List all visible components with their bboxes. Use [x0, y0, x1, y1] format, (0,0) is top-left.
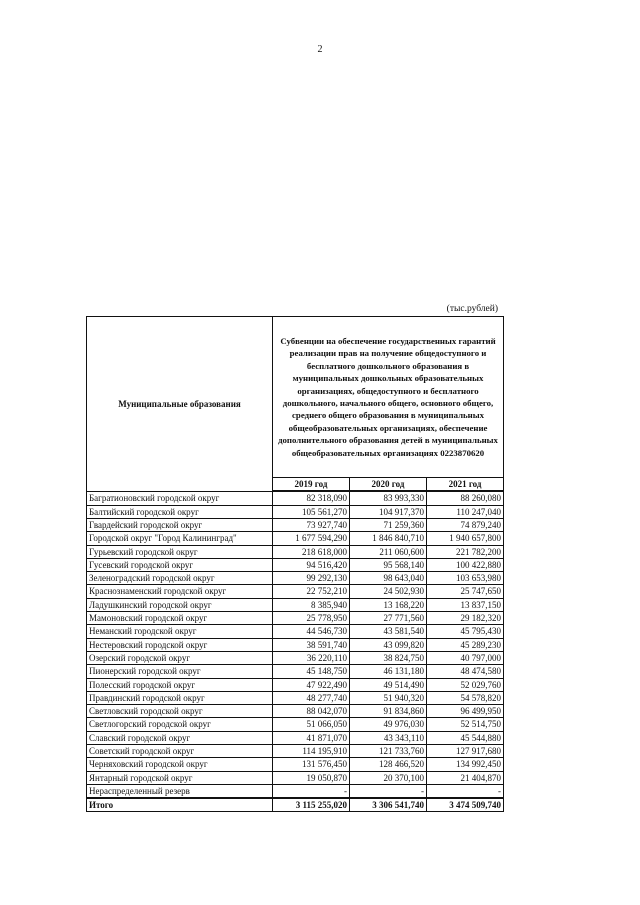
value-cell: 51 940,320: [350, 691, 427, 704]
value-cell: 1 846 840,710: [350, 532, 427, 545]
value-cell: 45 795,430: [427, 625, 504, 638]
value-cell: 45 544,880: [427, 731, 504, 744]
value-cell: 45 289,230: [427, 638, 504, 651]
value-cell: 3 115 255,020: [273, 798, 350, 812]
value-cell: 20 370,100: [350, 771, 427, 784]
value-cell: 211 060,600: [350, 545, 427, 558]
municipality-name: Черняховский городской округ: [87, 758, 273, 771]
municipality-name: Озерский городской округ: [87, 651, 273, 664]
municipality-name: Гурьевский городской округ: [87, 545, 273, 558]
value-cell: 104 917,370: [350, 505, 427, 518]
value-cell: 43 099,820: [350, 638, 427, 651]
value-cell: 41 871,070: [273, 731, 350, 744]
value-cell: -: [427, 784, 504, 798]
value-cell: 13 837,150: [427, 598, 504, 611]
municipality-name: Итого: [87, 798, 273, 812]
value-cell: 29 182,320: [427, 612, 504, 625]
table-row: [87, 532, 504, 545]
value-cell: 19 050,870: [273, 771, 350, 784]
value-cell: 46 131,180: [350, 665, 427, 678]
municipality-name: Неманский городской округ: [87, 625, 273, 638]
municipality-name: Багратионовский городской округ: [87, 491, 273, 505]
table-row: [87, 558, 504, 571]
total-row: [87, 798, 504, 812]
value-cell: 71 259,360: [350, 518, 427, 531]
value-cell: 49 976,030: [350, 718, 427, 731]
value-cell: 49 514,490: [350, 678, 427, 691]
municipality-name: Ладушкинский городской округ: [87, 598, 273, 611]
municipality-name: Советский городской округ: [87, 745, 273, 758]
value-cell: 44 546,730: [273, 625, 350, 638]
value-cell: 43 581,540: [350, 625, 427, 638]
table-row: [87, 665, 504, 678]
column-header-municipalities: Муниципальные образования: [87, 317, 273, 492]
table-row: [87, 784, 504, 798]
municipality-name: Правдинский городской округ: [87, 691, 273, 704]
value-cell: 1 940 657,800: [427, 532, 504, 545]
value-cell: 131 576,450: [273, 758, 350, 771]
value-cell: 24 502,930: [350, 585, 427, 598]
municipality-name: Славский городской округ: [87, 731, 273, 744]
value-cell: 94 516,420: [273, 558, 350, 571]
table-row: [87, 612, 504, 625]
value-cell: 21 404,870: [427, 771, 504, 784]
value-cell: 95 568,140: [350, 558, 427, 571]
value-cell: 91 834,860: [350, 705, 427, 718]
value-cell: 38 824,750: [350, 651, 427, 664]
value-cell: 27 771,560: [350, 612, 427, 625]
value-cell: 99 292,130: [273, 572, 350, 585]
value-cell: 51 066,050: [273, 718, 350, 731]
municipality-name: Мамоновский городской округ: [87, 612, 273, 625]
value-cell: 22 752,210: [273, 585, 350, 598]
table-row: [87, 678, 504, 691]
value-cell: 103 653,980: [427, 572, 504, 585]
value-cell: 83 993,330: [350, 491, 427, 505]
year-header-2020: 2020 год: [350, 478, 427, 492]
municipality-name: Светлогорский городской округ: [87, 718, 273, 731]
year-header-2021: 2021 год: [427, 478, 504, 492]
value-cell: 98 643,040: [350, 572, 427, 585]
municipality-name: Светловский городской округ: [87, 705, 273, 718]
table-row: [87, 638, 504, 651]
municipality-name: Зеленоградский городской округ: [87, 572, 273, 585]
value-cell: 54 578,820: [427, 691, 504, 704]
value-cell: 52 514,750: [427, 718, 504, 731]
table-row: [87, 518, 504, 531]
value-cell: 121 733,760: [350, 745, 427, 758]
municipality-name: Нестеровский городской округ: [87, 638, 273, 651]
value-cell: 128 466,520: [350, 758, 427, 771]
value-cell: 40 797,000: [427, 651, 504, 664]
table-row: [87, 491, 504, 505]
value-cell: 88 260,080: [427, 491, 504, 505]
page-number: 2: [317, 44, 323, 55]
value-cell: 47 922,490: [273, 678, 350, 691]
units-label: (тыс.рублей): [446, 304, 498, 314]
value-cell: 48 277,740: [273, 691, 350, 704]
value-cell: 13 168,220: [350, 598, 427, 611]
value-cell: 74 879,240: [427, 518, 504, 531]
table-row: [87, 705, 504, 718]
header-row: [87, 317, 504, 478]
municipality-name: Гвардейский городской округ: [87, 518, 273, 531]
value-cell: -: [273, 784, 350, 798]
municipality-name: Краснознаменский городской округ: [87, 585, 273, 598]
table-row: [87, 718, 504, 731]
table-row: [87, 625, 504, 638]
municipality-name: Нераспределенный резерв: [87, 784, 273, 798]
value-cell: 3 474 509,740: [427, 798, 504, 812]
value-cell: 25 778,950: [273, 612, 350, 625]
municipality-name: Гусевский городской округ: [87, 558, 273, 571]
subsidies-table: [86, 316, 504, 812]
table-row: [87, 758, 504, 771]
value-cell: 36 220,110: [273, 651, 350, 664]
value-cell: 82 318,090: [273, 491, 350, 505]
value-cell: 38 591,740: [273, 638, 350, 651]
value-cell: 43 343,110: [350, 731, 427, 744]
year-header-2019: 2019 год: [273, 478, 350, 492]
value-cell: 8 385,940: [273, 598, 350, 611]
municipality-name: Балтийский городской округ: [87, 505, 273, 518]
value-cell: 221 782,200: [427, 545, 504, 558]
table-row: [87, 691, 504, 704]
table-row: [87, 545, 504, 558]
value-cell: 25 747,650: [427, 585, 504, 598]
value-cell: 110 247,040: [427, 505, 504, 518]
value-cell: -: [350, 784, 427, 798]
municipality-name: Полесский городской округ: [87, 678, 273, 691]
value-cell: 3 306 541,740: [350, 798, 427, 812]
municipality-name: Янтарный городской округ: [87, 771, 273, 784]
value-cell: 134 992,450: [427, 758, 504, 771]
value-cell: 88 042,070: [273, 705, 350, 718]
table-row: [87, 771, 504, 784]
table-row: [87, 585, 504, 598]
value-cell: 100 422,880: [427, 558, 504, 571]
municipality-name: Городской округ "Город Калининград": [87, 532, 273, 545]
value-cell: 52 029,760: [427, 678, 504, 691]
value-cell: 114 195,910: [273, 745, 350, 758]
table-row: [87, 505, 504, 518]
value-cell: 73 927,740: [273, 518, 350, 531]
value-cell: 45 148,750: [273, 665, 350, 678]
value-cell: 127 917,680: [427, 745, 504, 758]
column-header-subsidy: Субвенции на обеспечение государственных гарантий реализации прав на получение общедоступного и бесплатного дошкольного образования в муниципальных дошкольных образовательных организациях, общедоступного и бесплатного дошкольного, начального общего, основного общего, среднего общего образования в муниципальных общеобразовательных организациях, обеспечение дополнительного образования детей в муниципальных общеобразовательных организациях 0223870620: [273, 317, 504, 478]
value-cell: 48 474,580: [427, 665, 504, 678]
value-cell: 105 561,270: [273, 505, 350, 518]
value-cell: 1 677 594,290: [273, 532, 350, 545]
table-row: [87, 745, 504, 758]
table-row: [87, 572, 504, 585]
value-cell: 96 499,950: [427, 705, 504, 718]
value-cell: 218 618,000: [273, 545, 350, 558]
municipality-name: Пионерский городской округ: [87, 665, 273, 678]
table-row: [87, 651, 504, 664]
table-body: [87, 491, 504, 812]
table-row: [87, 598, 504, 611]
table-row: [87, 731, 504, 744]
